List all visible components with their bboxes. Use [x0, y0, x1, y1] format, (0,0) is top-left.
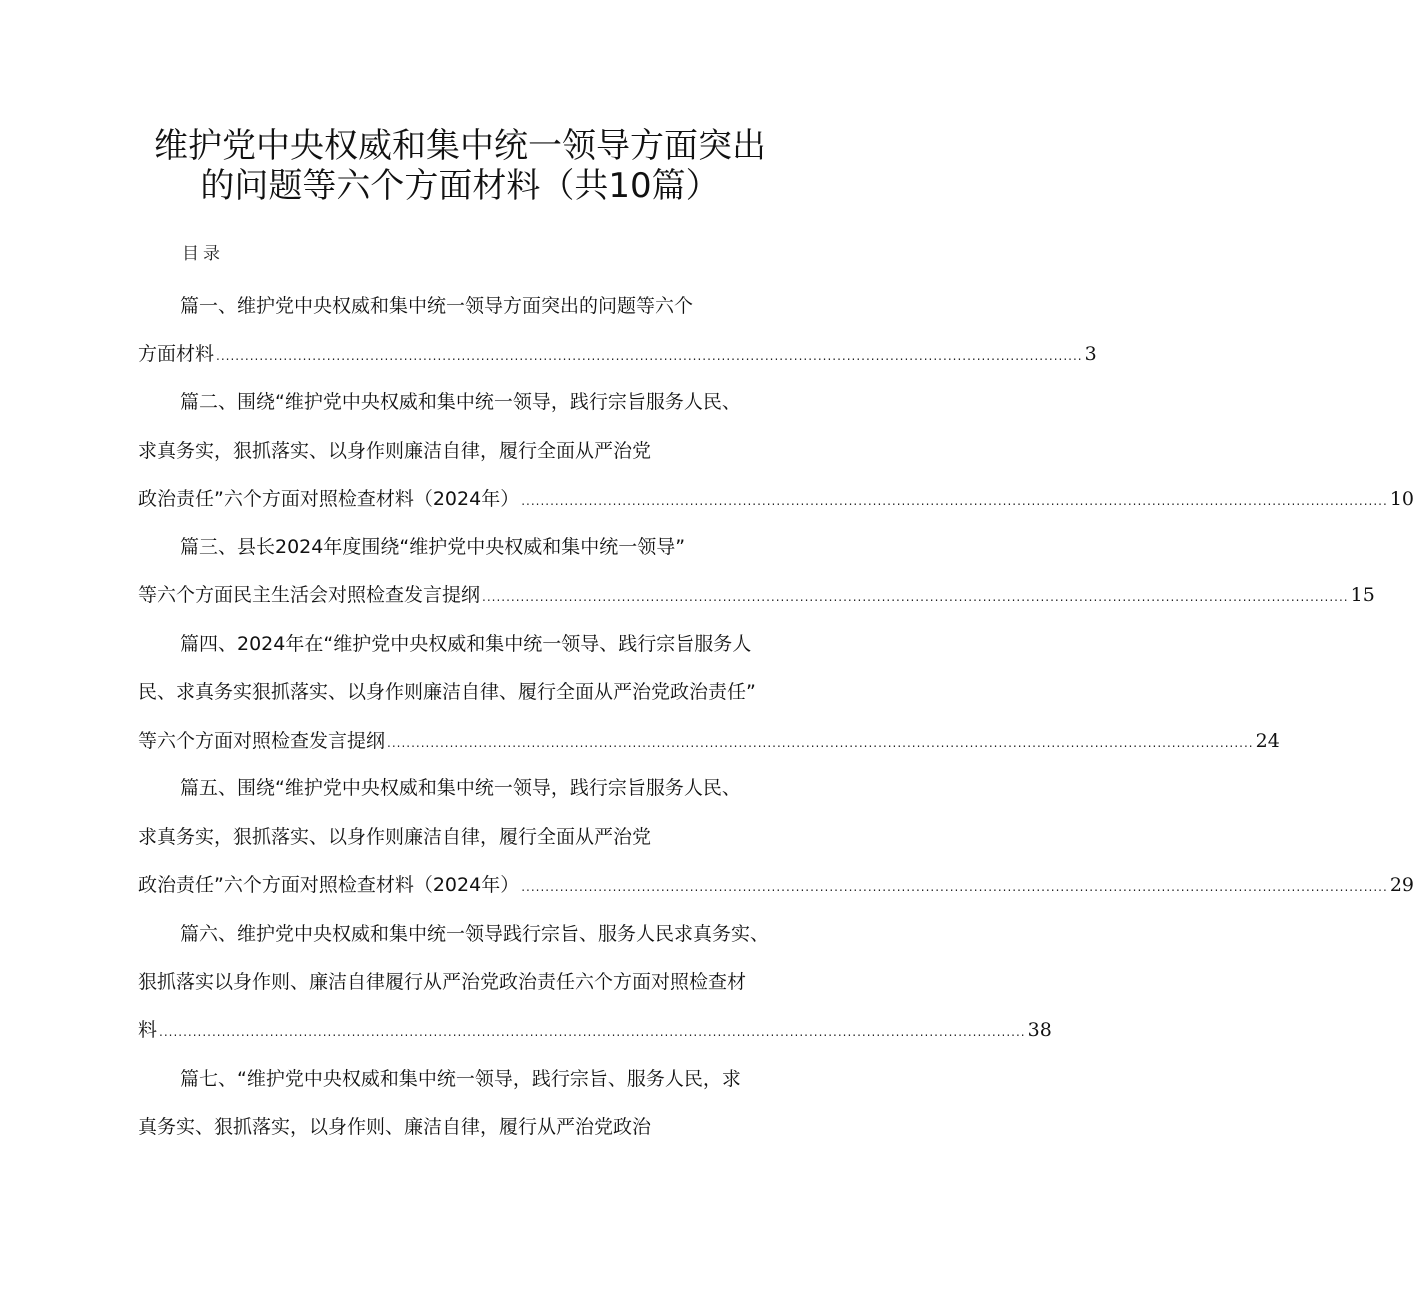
toc-entry-5-line-1: 篇五、围绕“维护党中央权威和集中统一领导，践行宗旨服务人民、	[180, 777, 741, 799]
toc-entry-6-title: 料	[138, 1019, 158, 1041]
toc-entry-4-link[interactable]	[138, 727, 1280, 757]
toc-entry-1-line-1: 篇一、维护党中央权威和集中统一领导方面突出的问题等六个	[180, 295, 694, 317]
dot-leader: ....................................................................................................................................................................................	[159, 1025, 1026, 1039]
toc-entry-2-title: 政治责任”六个方面对照检查材料（2024年）	[138, 488, 520, 510]
toc-entry-1-link[interactable]	[138, 340, 1097, 370]
dot-leader: ....................................................................................................................................................................................	[521, 880, 1388, 894]
toc-entry-7-line-1: 篇七、“维护党中央权威和集中统一领导，践行宗旨、服务人民，求	[180, 1068, 741, 1090]
toc-entry-6-link[interactable]	[138, 1016, 1052, 1046]
toc-entry-5-title: 政治责任”六个方面对照检查材料（2024年）	[138, 874, 520, 896]
toc-entry-2-link[interactable]	[138, 485, 1414, 515]
toc-entry-1-title: 方面材料	[138, 343, 215, 365]
dot-leader: ....................................................................................................................................................................................	[521, 494, 1388, 508]
toc-heading: 目录	[182, 244, 224, 264]
toc-entry-3-page: 15	[1350, 584, 1375, 606]
toc-entry-3-link[interactable]	[138, 581, 1375, 611]
toc-entry-2-line-1: 篇二、围绕“维护党中央权威和集中统一领导，践行宗旨服务人民、	[180, 391, 741, 413]
toc-entry-1-page: 3	[1084, 343, 1097, 365]
toc-entry-3-line-1: 篇三、县长2024年度围绕“维护党中央权威和集中统一领导”	[180, 536, 686, 558]
toc-entry-2-page: 10	[1389, 488, 1414, 510]
toc-entry-5-page: 29	[1389, 874, 1414, 896]
toc-entry-3-title: 等六个方面民主生活会对照检查发言提纲	[138, 584, 481, 606]
toc-entry-4-line-2: 民、求真务实狠抓落实、以身作则廉洁自律、履行全面从严治党政治责任”	[138, 681, 756, 703]
document-title-line-1: 维护党中央权威和集中统一领导方面突出	[154, 126, 766, 166]
document-title-line-2: 的问题等六个方面材料（共10篇）	[200, 166, 720, 206]
dot-leader: ....................................................................................................................................................................................	[387, 736, 1254, 750]
toc-entry-4-page: 24	[1255, 730, 1280, 752]
dot-leader: ....................................................................................................................................................................................	[482, 590, 1349, 604]
toc-entry-2-line-2: 求真务实，狠抓落实、以身作则廉洁自律，履行全面从严治党	[138, 440, 652, 462]
toc-entry-6-line-2: 狠抓落实以身作则、廉洁自律履行从严治党政治责任六个方面对照检查材	[138, 971, 747, 993]
toc-entry-7-line-2: 真务实、狠抓落实，以身作则、廉洁自律，履行从严治党政治	[138, 1116, 652, 1138]
toc-entry-6-page: 38	[1027, 1019, 1052, 1041]
toc-entry-4-line-1: 篇四、2024年在“维护党中央权威和集中统一领导、践行宗旨服务人	[180, 633, 752, 655]
toc-entry-4-title: 等六个方面对照检查发言提纲	[138, 730, 386, 752]
toc-entry-6-line-1: 篇六、维护党中央权威和集中统一领导践行宗旨、服务人民求真务实、	[180, 923, 770, 945]
dot-leader: ....................................................................................................................................................................................	[216, 349, 1083, 363]
toc-entry-5-link[interactable]	[138, 871, 1414, 901]
toc-entry-5-line-2: 求真务实，狠抓落实、以身作则廉洁自律，履行全面从严治党	[138, 826, 652, 848]
